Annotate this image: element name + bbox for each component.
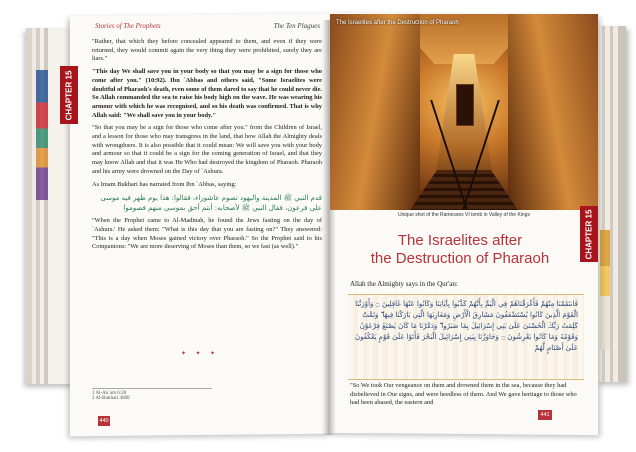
quran-verse-box: [348, 294, 584, 380]
heading-line-2: the Destruction of Pharaoh: [370, 250, 550, 267]
verse-translation: "So We took Our vengeance on them and drowned them in the sea, because they had disbelieved in Our signs, and were heedless of them. And We gave heritage to those who had been abased, the eastern and: [350, 382, 577, 407]
chapter-tab-left: [60, 66, 78, 124]
paragraph: "So that you may be a sign for those who come after you." from the Children of Israel, and a lesson for those who may transgress in the land, that how Allah the Almighty deals with wrongdoers. It is also possible that it could mean: We will save you with your body and armour so that it could be a sign for the coming generation of Israel, and that they may know Allah and that it was He Who had destroyed the kingdom of Pharaoh. Pharaoh and his army were drowned on the Day of `Ashura.: [92, 124, 322, 175]
running-subtitle: The Ten Plagues: [273, 22, 320, 30]
arabic-hadith: قدم النبي ﷺ المدينة واليهود تصوم عاشوراء، فقالوا: هذا يوم ظهر فيه موسى على فرعون، فقال النبي ﷺ لأصحابه: أنتم أحق بموسى منهم فصوموا: [100, 194, 322, 213]
footnote: 2 Al-Bukhari 4680: [92, 396, 130, 401]
photo-doorway: [456, 84, 474, 126]
photo-wall-left: [330, 14, 420, 210]
left-body-text: [92, 38, 322, 256]
footnote: 1 Al-An`am 6:28: [92, 391, 127, 396]
section-heading: [345, 232, 575, 268]
colored-page-markers-right: [600, 230, 610, 350]
paragraph: "Rather, that which they before concealed appeared to them, and even if they were returned, they would commit again the very thing they were prohibited, surely they are liars.": [92, 38, 322, 63]
page-number-right: 441: [538, 410, 552, 420]
paragraph: "When the Prophet came to Al-Madinah, he found the Jews fasting on the day of `Ashura.' He asked them: "What is this day that you are fasting on?" They answered: "This is a day when Moses gained victory over Pharaoh." So the Prophet said to his Companions: "We are more deserving of Moses than them, so we fast (as well).": [92, 217, 322, 251]
heading-line-1: The Israelites after: [397, 232, 523, 249]
running-header-left: [95, 22, 320, 30]
paragraph: As Imam Bukhari has narrated from Ibn `Abbas, saying:: [92, 180, 237, 188]
running-title: Stories of The Prophets: [95, 22, 161, 30]
quran-intro: Allah the Almighty says in the Qur'an:: [350, 280, 458, 288]
paragraph: "This day We shall save you in your body so that you may be a sign for those who come after you." (10:92). Ibn `Abbas and others said, "Some Israelites were doubtful of Pharaoh's death, even some of them dared to say that he could never die. So Allah commanded the sea to raise his body high on the wave. He was wearing his armour with which he was recognised, and so his death was confirmed. That is why Allah said: "We shall save you in your body.": [92, 68, 323, 119]
chapter-tab-right-label: CHAPTER 15: [584, 209, 594, 259]
ornament-divider: ✦ ✦ ✦: [180, 351, 220, 357]
chapter-tab-left-label: CHAPTER 15: [64, 70, 74, 120]
footnotes: [92, 388, 212, 401]
chapter-tab-right: [580, 206, 598, 262]
page-number-left: 440: [99, 418, 109, 424]
tomb-corridor-photo: [330, 14, 598, 210]
quran-arabic-text: فَانتَقَمْنَا مِنْهُمْ فَأَغْرَقْنَاهُمْ فِي الْيَمِّ بِأَنَّهُمْ كَذَّبُوا بِآيَاتِنَا وَكَانُوا عَنْهَا غَافِلِينَ ۝ وَأَوْرَثْنَا الْقَوْمَ الَّذِينَ كَانُوا يُسْتَضْعَفُونَ مَشَارِقَ الْأَرْضِ وَمَغَارِبَهَا الَّتِي بَارَكْنَا فِيهَا ۖ وَتَمَّتْ كَلِمَتُ رَبِّكَ الْحُسْنَىٰ عَلَىٰ بَنِي إِسْرَائِيلَ بِمَا صَبَرُوا ۖ وَدَمَّرْنَا مَا كَانَ يَصْنَعُ فِرْعَوْنُ وَقَوْمُهُ وَمَا كَانُوا يَعْرِشُونَ ۝ وَجَاوَزْنَا بِبَنِي إِسْرَائِيلَ الْبَحْرَ فَأَتَوْا عَلَىٰ قَوْمٍ يَعْكُفُونَ عَلَىٰ أَصْنَامٍ لَّهُمْ: [354, 300, 578, 352]
photo-caption-bottom: Unique shot of the Ramesses VI tomb in Valley of the Kings: [398, 212, 530, 218]
photo-wall-right: [508, 14, 598, 210]
photo-caption-top: The Israelites after the Destruction of Pharaoh: [336, 20, 459, 26]
colored-page-markers-left: [36, 70, 48, 200]
